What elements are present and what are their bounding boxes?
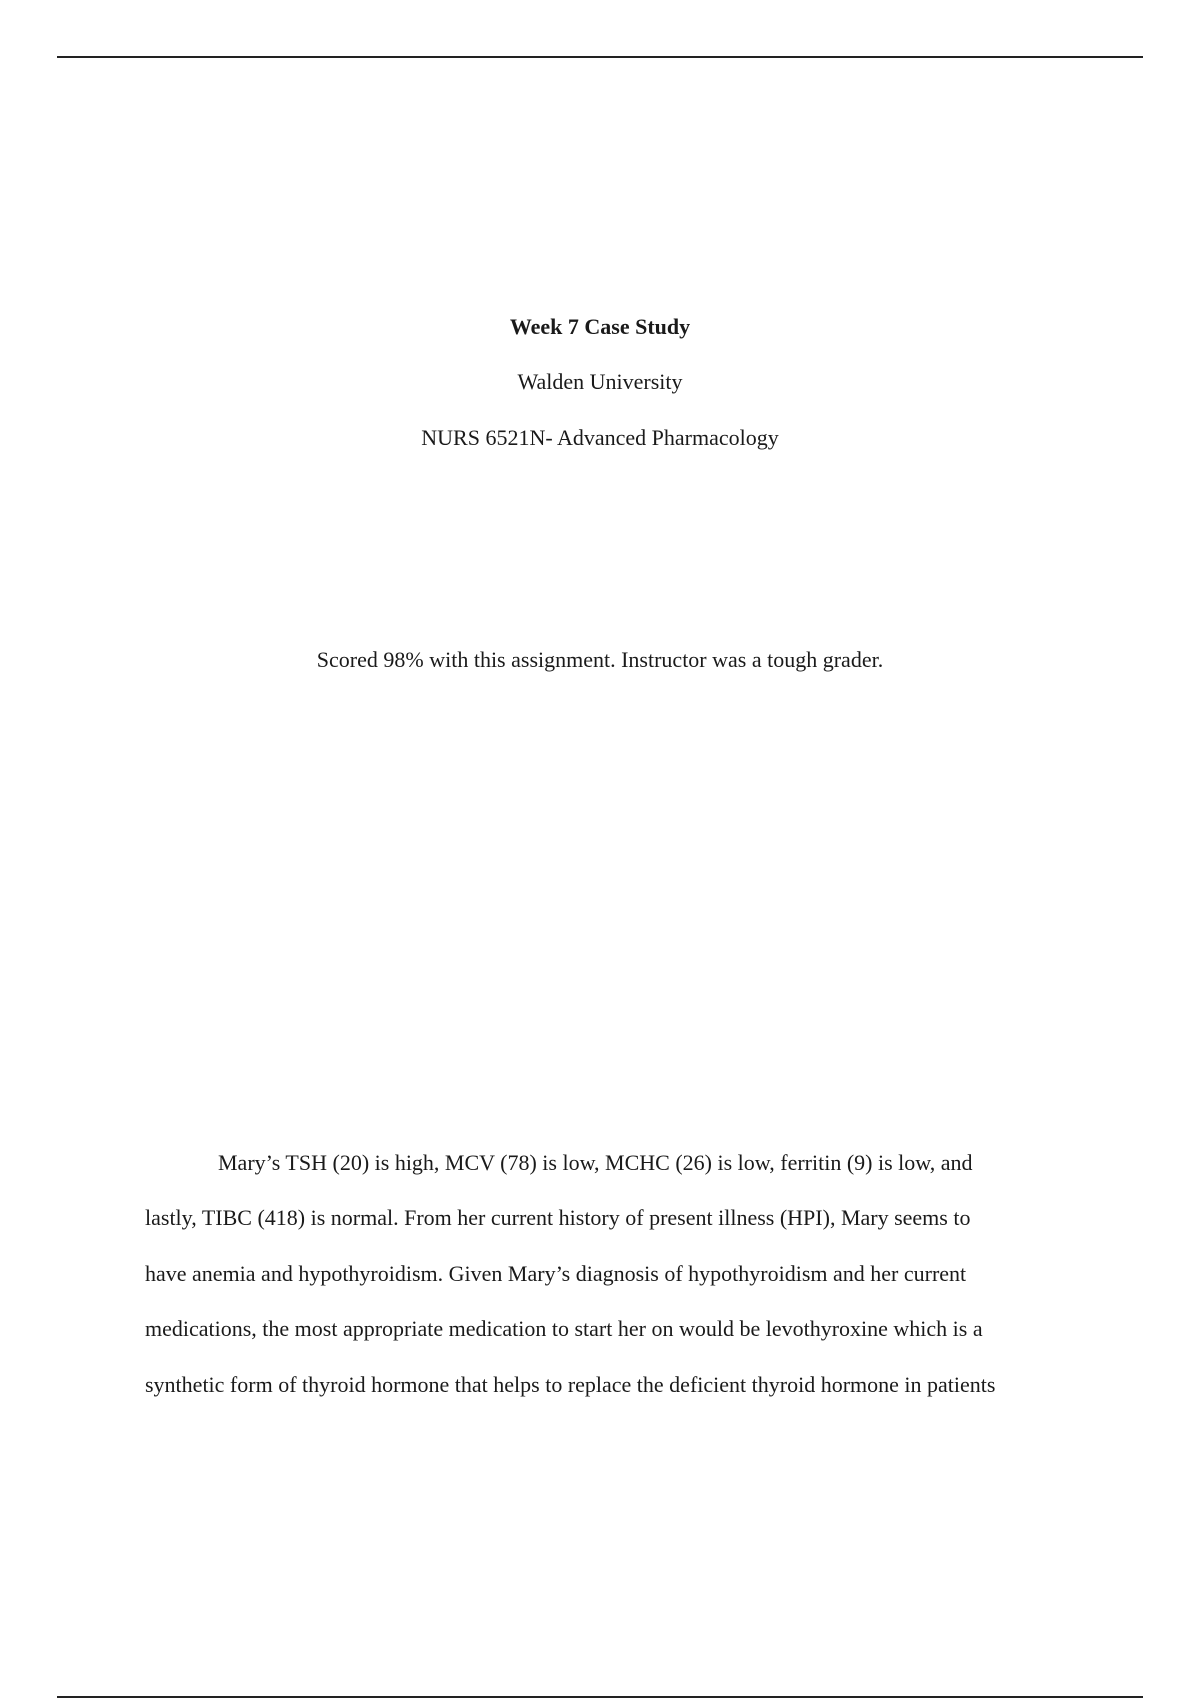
body-line: lastly, TIBC (418) is normal. From her current history of present illness (HPI), Mary seems to (145, 1205, 971, 1230)
course-name: NURS 6521N- Advanced Pharmacology (421, 425, 779, 450)
bottom-page-rule (57, 1696, 1143, 1698)
body-line: synthetic form of thyroid hormone that helps to replace the deficient thyroid hormone in patients (145, 1372, 996, 1397)
body-line: Mary’s TSH (20) is high, MCV (78) is low, MCHC (26) is low, ferritin (9) is low, and (218, 1150, 973, 1175)
score-note: Scored 98% with this assignment. Instructor was a tough grader. (316, 647, 884, 672)
body-line: medications, the most appropriate medication to start her on would be levothyroxine which is a (145, 1316, 983, 1341)
institution-name: Walden University (517, 369, 683, 394)
top-page-rule (57, 56, 1143, 58)
document-title: Week 7 Case Study (509, 314, 691, 339)
body-line: have anemia and hypothyroidism. Given Mary’s diagnosis of hypothyroidism and her current (145, 1261, 967, 1286)
